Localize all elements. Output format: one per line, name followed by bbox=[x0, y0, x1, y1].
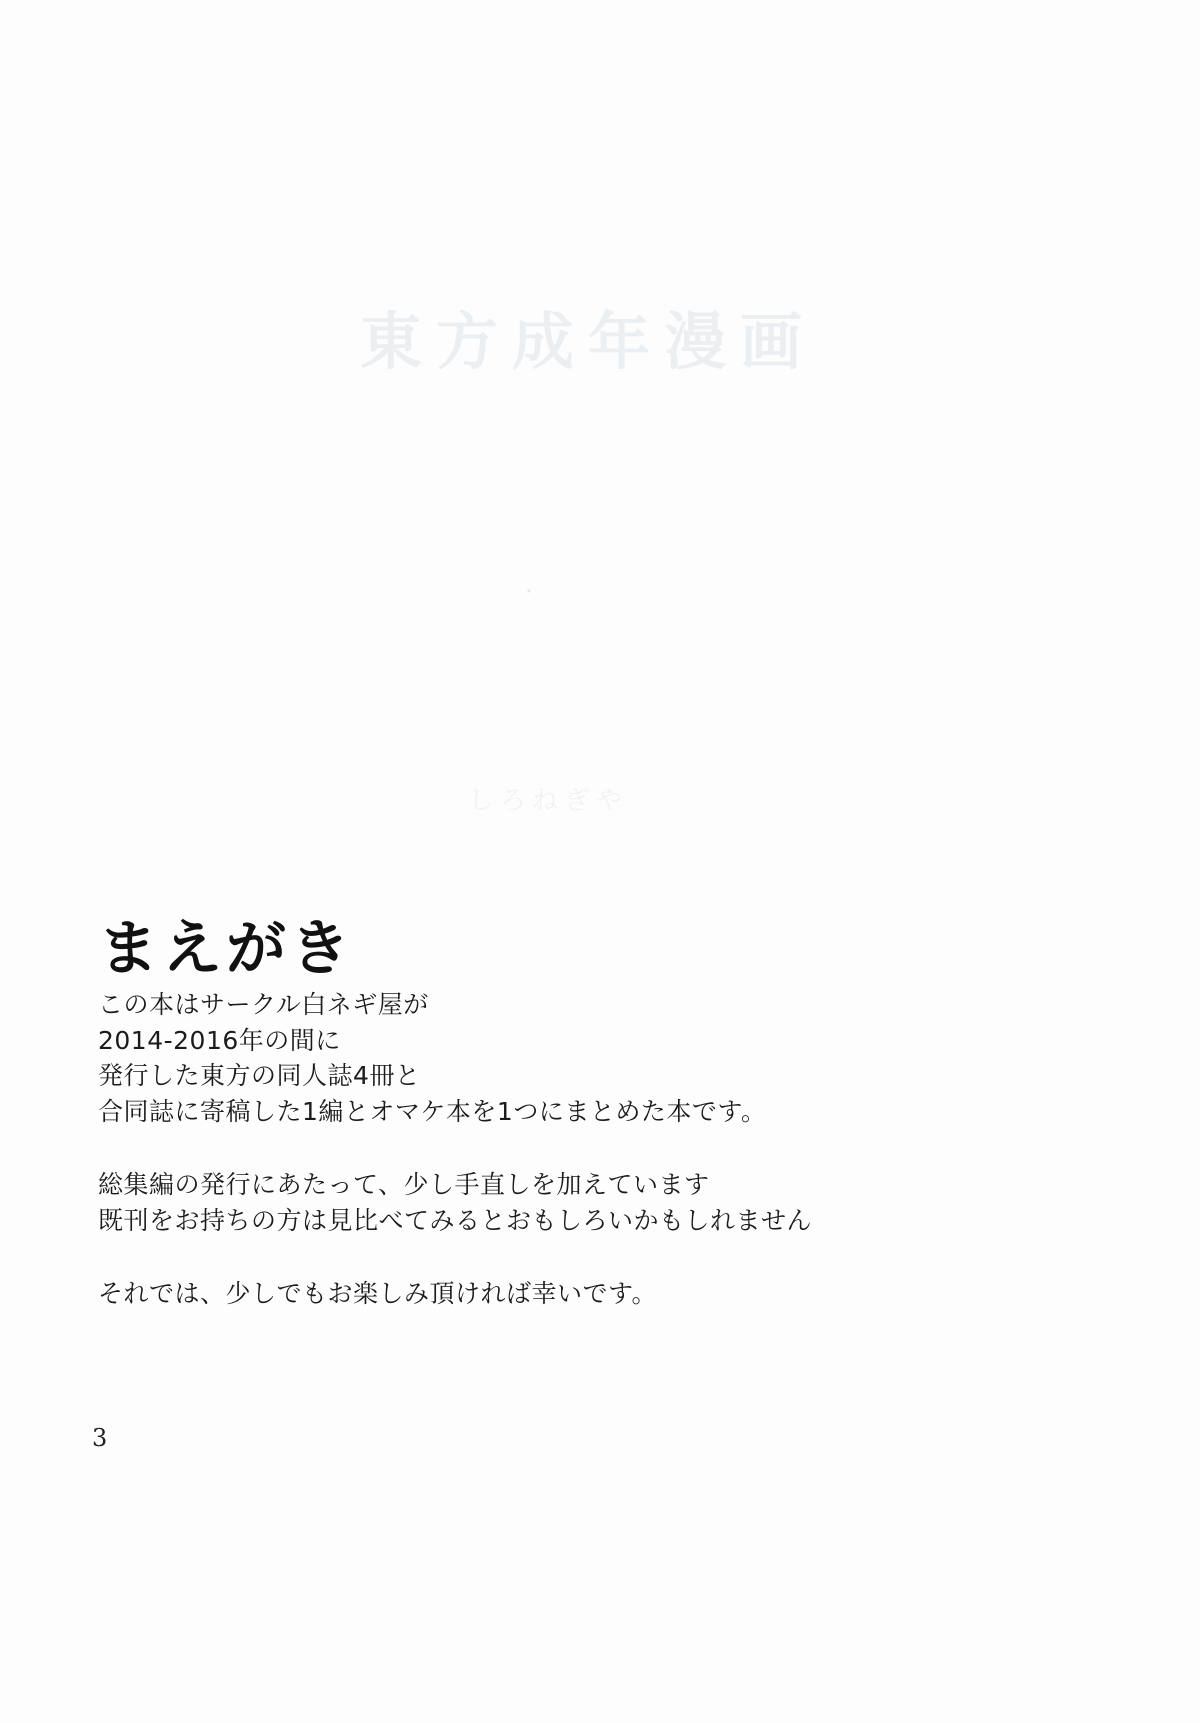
preface-paragraph bbox=[98, 1276, 1098, 1312]
bleedthrough-subtitle-mark: しろねぎや bbox=[468, 786, 629, 816]
paragraph-line: それでは、少しでもお楽しみ頂ければ幸いです。 bbox=[98, 1279, 658, 1308]
paragraph-line: 既刊をお持ちの方は見比べてみるとおもしろいかもしれません bbox=[98, 1205, 813, 1235]
bleedthrough-dot-mark: ・ bbox=[520, 582, 538, 603]
paragraph-line: この本はサークル白ネギ屋が bbox=[98, 990, 429, 1019]
preface-paragraph bbox=[98, 987, 1098, 1129]
paragraph-line: 合同誌に寄稿した1編とオマケ本を1つにまとめた本です。 bbox=[98, 1096, 767, 1126]
paragraph-line: 発行した東方の同人誌4冊と bbox=[98, 1061, 421, 1090]
bleedthrough-title-mark: 東方成年漫画 bbox=[360, 305, 817, 378]
page-number: 3 bbox=[92, 1424, 108, 1452]
paragraph-line: 2014-2016年の間に bbox=[98, 1025, 341, 1055]
page-title: まえがき bbox=[98, 914, 354, 984]
preface-paragraph bbox=[98, 1167, 1098, 1238]
preface-content bbox=[98, 914, 1098, 1312]
paragraph-line: 総集編の発行にあたって、少し手直しを加えています bbox=[98, 1170, 710, 1199]
